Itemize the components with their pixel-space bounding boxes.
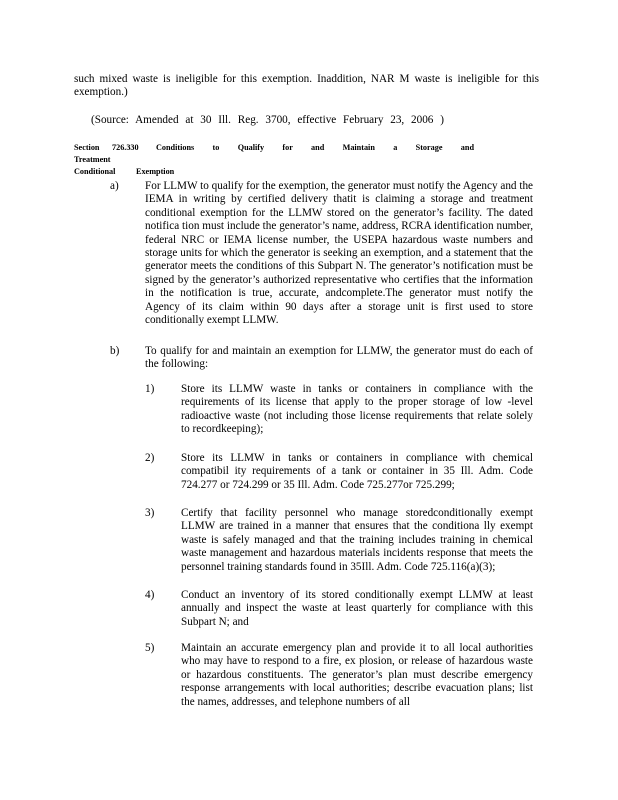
item-text: To qualify for and maintain an exemption for LLMW, the generator must do each of the following: <box>145 345 533 371</box>
subitem-label: 5) <box>145 642 155 654</box>
subitem-label: 3) <box>145 507 155 519</box>
source-note: (Source: Amended at 30 Ill. Reg. 3700, effective February 23, 2006 ) <box>91 114 444 126</box>
subitem-text: Store its LLMW waste in tanks or containers in compliance with the requirements of its license that apply to the proper storage of low -level radioactive waste (not including those license requirements that relate solely to recordkeeping); <box>181 383 533 436</box>
subitem-label: 1) <box>145 383 155 395</box>
section-title-exemption: Exemption <box>136 167 175 176</box>
subitem-text: Conduct an inventory of its stored conditionally exempt LLMW at least annually and inspect the waste at least quarterly for compliance with this Subpart N; and <box>181 589 533 628</box>
intro-paragraph: such mixed waste is ineligible for this exemption. Inaddition, NAR M waste is ineligible for this exemption.) <box>74 73 539 99</box>
subitem-label: 2) <box>145 452 155 464</box>
subitem-text: Maintain an accurate emergency plan and provide it to all local authorities who may have to respond to a fire, ex plosion, or release of hazardous waste or hazardous constituents. The generator’s plan must describe emergency response arrangements with local authorities; describe evacuation plans; list the names, addresses, and telephone numbers of all <box>181 642 533 708</box>
section-label: Section <box>74 143 100 152</box>
subitem-text: Store its LLMW in tanks or containers in compliance with chemical compatibil ity requirements of a tank or container in 35 Ill. Adm. Code 724.277 or 724.299 or 35 Ill. Adm. Code 725.277or 725.299; <box>181 452 533 491</box>
item-text: For LLMW to qualify for the exemption, the generator must notify the Agency and the IEMA in writing by certified delivery thatit is claiming a storage and treatment conditional exemption for the LLMW stored on the generator’s facility. The dated notifica tion must include the generator’s name, address, RCRA identification number, federal NRC or IEMA license number, the USEPA hazardous waste numbers and storage units for which the generator is seeking an exemption, and a statement that the generator meets the conditions of this Subpart N. The generator’s notification must be signed by the generator’s authorized representative who certifies that the information in the notification is true, accurate, andcomplete.The generator must notify the Agency of its claim within 90 days after a storage unit is first used to store conditionally exempt LLMW. <box>145 180 533 327</box>
subitem-label: 4) <box>145 589 155 601</box>
section-title-conditional: Conditional <box>74 167 116 176</box>
section-number: 726.330 <box>112 143 139 152</box>
section-heading <box>74 142 474 178</box>
item-label: a) <box>110 180 119 192</box>
section-title-line1: Conditions to Qualify for and Maintain a Storage and Treatment <box>74 143 474 164</box>
subitem-text: Certify that facility personnel who manage storedconditionally exempt LLMW are trained in a manner that ensures that the conditiona lly exempt waste is safely managed and that the training includes training in chemical waste management and hazardous materials incidents response that meets the personnel training standards found in 35Ill. Adm. Code 725.116(a)(3); <box>181 507 533 573</box>
item-label: b) <box>110 345 120 357</box>
